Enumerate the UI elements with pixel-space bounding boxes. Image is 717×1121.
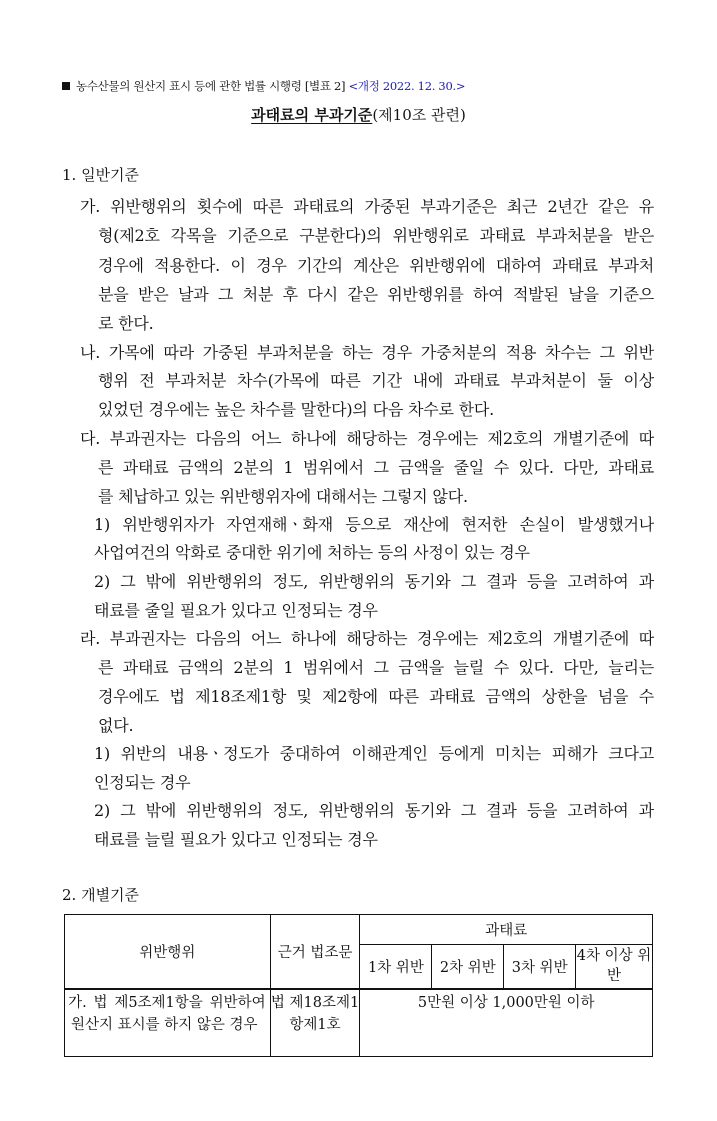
- header-fourth: 4차 이상 위반: [576, 945, 653, 989]
- header-fine: 과태료: [360, 915, 653, 945]
- na-line: 있었던 경우에는 높은 차수를 말한다)의 다음 차수로 한다.: [98, 400, 495, 419]
- row-fine: 5만원 이상 1,000만원 이하: [360, 989, 653, 1057]
- da-line: 른 과태료 금액의 2분의 1 범위에서 그 금액을 줄일 수 있다. 다만, 과태료: [98, 458, 654, 477]
- header-first: 1차 위반: [360, 945, 432, 989]
- ga-line: 가. 위반행위의 횟수에 따른 과태료의 가중된 부과기준은 최근 2년간 같은 유: [80, 197, 654, 216]
- title-main: 과태료의 부과기준: [251, 106, 373, 124]
- header-third: 3차 위반: [504, 945, 576, 989]
- da-item-2-line: 2) 그 밖에 위반행위의 정도, 위반행위의 동기와 그 결과 등을 고려하여 과: [94, 572, 654, 591]
- header-second: 2차 위반: [432, 945, 504, 989]
- general-heading: 1. 일반기준: [62, 166, 140, 184]
- da-line: 다. 부과권자는 다음의 어느 하나에 해당하는 경우에는 제2호의 개별기준에 따: [80, 429, 654, 448]
- page-title: [0, 104, 717, 125]
- ra-line: 없다.: [98, 716, 134, 735]
- row-basis: 법 제18조제1항제1호: [270, 989, 360, 1057]
- square-bullet-icon: [62, 82, 70, 90]
- ra-line: 라. 부과권자는 다음의 어느 하나에 해당하는 경우에는 제2호의 개별기준에 따: [80, 629, 654, 648]
- da-item-2-line: 태료를 줄일 필요가 있다고 인정되는 경우: [94, 601, 378, 620]
- table-row: [65, 989, 653, 1057]
- ga-line: 로 한다.: [98, 314, 154, 333]
- ra-item-2-line: 2) 그 밖에 위반행위의 정도, 위반행위의 동기와 그 결과 등을 고려하여 과: [94, 801, 654, 820]
- da-item-1-line: 1) 위반행위자가 자연재해ㆍ화재 등으로 재산에 현저한 손실이 발생했거나: [94, 515, 654, 534]
- title-sub: (제10조 관련): [372, 106, 466, 124]
- header-violation: 위반행위: [65, 915, 271, 989]
- individual-heading: 2. 개별기준: [62, 886, 140, 904]
- header-basis: 근거 법조문: [270, 915, 360, 989]
- na-line: 나. 가목에 따라 가중된 부과처분을 하는 경우 가중처분의 적용 차수는 그 위반: [80, 343, 654, 362]
- ra-item-1-line: 1) 위반의 내용ㆍ정도가 중대하여 이해관계인 등에게 미치는 피해가 크다고: [94, 744, 654, 763]
- ga-line: 경우에 적용한다. 이 경우 기간의 계산은 위반행위에 대하여 과태료 부과처: [98, 256, 654, 275]
- row-violation: 가. 법 제5조제1항을 위반하여 원산지 표시를 하지 않은 경우: [65, 989, 271, 1057]
- ra-line: 른 과태료 금액의 2분의 1 범위에서 그 금액을 늘릴 수 있다. 다만, 늘리는: [98, 658, 654, 677]
- ga-line: 분을 받은 날과 그 처분 후 다시 같은 위반행위를 하여 적발된 날을 기준으: [98, 285, 654, 304]
- na-line: 행위 전 부과처분 차수(가목에 따른 기간 내에 과태료 부과처분이 둘 이상: [98, 371, 654, 390]
- amendment-date: <개정 2022. 12. 30.>: [348, 79, 466, 93]
- law-reference: 농수산물의 원산지 표시 등에 관한 법률 시행령 [별표 2]: [76, 79, 346, 93]
- law-reference-header: [62, 78, 662, 94]
- ra-line: 경우에도 법 제18조제1항 및 제2항에 따른 과태료 금액의 상한을 넘을 수: [98, 687, 654, 706]
- ra-item-1-line: 인정되는 경우: [94, 773, 191, 792]
- ga-line: 형(제2호 각목을 기준으로 구분한다)의 위반행위로 과태료 부과처분을 받은: [98, 226, 654, 245]
- ra-item-2-line: 태료를 늘릴 필요가 있다고 인정되는 경우: [94, 830, 378, 849]
- fine-table: [64, 914, 653, 1057]
- da-line: 를 체납하고 있는 위반행위자에 대해서는 그렇지 않다.: [98, 487, 468, 506]
- da-item-1-line: 사업여건의 악화로 중대한 위기에 처하는 등의 사정이 있는 경우: [94, 543, 530, 562]
